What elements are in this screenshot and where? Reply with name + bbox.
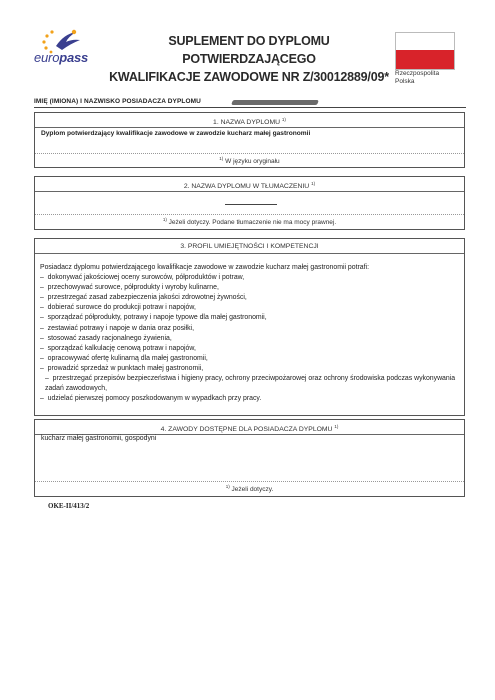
skill-item: – sporządzać półprodukty, potrawy i napoje typowe dla małej gastronomii,: [40, 314, 267, 322]
section-3-heading: 3. PROFIL UMIEJĘTNOŚCI I KOMPETENCJI: [180, 243, 319, 250]
title-line-1: SUPLEMENT DO DYPLOMU POTWIERDZAJĄCEGO: [168, 34, 330, 66]
skill-item: – zestawiać potrawy i napoje w dania oraz posiłki,: [40, 324, 194, 332]
section-1-dotted-rule: [35, 153, 464, 154]
section-1-heading-rule: [35, 127, 464, 128]
section-2-dotted-rule: [35, 214, 464, 215]
section-2-heading: 2. NAZWA DYPLOMU W TŁUMACZENIU $^{1)}$: [183, 181, 316, 190]
section-available-occupations: [34, 419, 465, 497]
skills-list: [40, 263, 456, 404]
section-4-footnote: $^{1)}$ Jeżeli dotyczy.: [225, 484, 274, 493]
europass-logo: [34, 28, 94, 70]
holder-name-line: [34, 107, 466, 108]
occupations-value: kucharz małej gastronomii, gospodyni: [41, 435, 157, 442]
diploma-name-value: Dyplom potwierdzający kwalifikacje zawodowe w zawodzie kucharz małej gastronomii: [41, 130, 311, 137]
flag-red-stripe: [396, 50, 454, 69]
country-line-1: Rzeczpospolita: [395, 70, 440, 77]
europass-wordmark: europass: [34, 50, 89, 65]
section-2-footnote: $^{1)}$ Jeżeli dotyczy. Podane tłumaczenie nie ma mocy prawnej.: [162, 217, 337, 226]
section-diploma-name: [34, 112, 465, 168]
skill-item: – stosować zasady racjonalnego żywienia,: [40, 334, 172, 342]
section-1-footnote: $^{1)}$ W języku oryginału: [219, 156, 280, 165]
country-line-2: Polska: [395, 78, 415, 85]
holder-name-redaction: [231, 100, 319, 105]
country-name: [395, 70, 439, 86]
skill-item: – sporządzać kalkulację cenową potraw i napojów,: [40, 344, 196, 352]
skill-item: – udzielać pierwszej pomocy poszkodowanym w wypadkach przy pracy.: [40, 395, 262, 403]
skill-item: – prowadzić sprzedaż w punktach małej gastronomii,: [40, 364, 204, 372]
section-3-heading-rule: [35, 253, 464, 254]
skill-item: – opracowywać ofertę kulinarną dla małej gastronomii,: [40, 354, 208, 362]
skill-item: – przestrzegać przepisów bezpieczeństwa i higieny pracy, ochrony przeciwpożarowej oraz ochrony środowiska podczas wykonywania zadań zawodowych,: [45, 375, 456, 393]
section-2-heading-rule: [35, 191, 464, 192]
skill-item: – przechowywać surowce, półprodukty i wyroby kulinarne,: [40, 284, 219, 292]
section-skills-profile: [34, 238, 465, 416]
holder-name-label: IMIĘ (IMIONA) I NAZWISKO POSIADACZA DYPLOMU: [34, 98, 201, 105]
skill-item: – przestrzegać zasad zabezpieczenia jakości zdrowotnej żywności,: [40, 294, 247, 302]
skills-intro: Posiadacz dyplomu potwierdzającego kwalifikacje zawodowe w zawodzie kucharz małej gastronomii potrafi:: [40, 264, 369, 271]
document-title: [104, 32, 394, 86]
section-4-heading: 4. ZAWODY DOSTĘPNE DLA POSIADACZA DYPLOMU $^{1)}$: [160, 424, 339, 433]
title-line-2: KWALIFIKACJE ZAWODOWE NR Z/30012889/09*: [109, 70, 389, 84]
skill-item: – dobierać surowce do produkcji potraw i napojów,: [40, 304, 196, 312]
skill-item: – dokonywać jakościowej oceny surowców, półproduktów i potraw,: [40, 274, 245, 282]
section-diploma-translation: [34, 176, 465, 230]
translation-empty-dash: [225, 204, 277, 205]
section-4-dotted-rule: [35, 481, 464, 482]
section-1-heading: 1. NAZWA DYPLOMU $^{1)}$: [213, 117, 286, 126]
form-code: OKE-II/413/2: [48, 502, 90, 510]
flag-white-stripe: [396, 33, 454, 50]
polish-flag: [395, 32, 455, 70]
